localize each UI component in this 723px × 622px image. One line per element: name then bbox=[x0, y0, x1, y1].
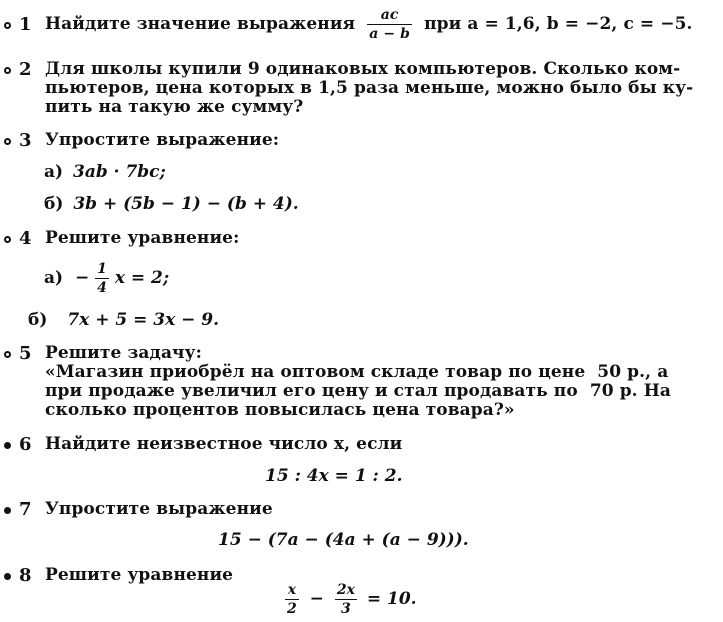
task-1-number: 1 bbox=[19, 14, 32, 35]
task-5-line-1: «Магазин приобрёл на оптовом складе товар по цене 50 р., а bbox=[45, 362, 669, 382]
task-2-line-3: пить на такую же сумму? bbox=[45, 97, 304, 117]
task-2-line-1: Для школы купили 9 одинаковых компьютеров. Сколько ком- bbox=[45, 59, 681, 79]
task-3-item-b-expression: 3b + (5b − 1) − (b + 4). bbox=[73, 194, 299, 214]
task-5-number: 5 bbox=[19, 343, 32, 364]
task-8-fraction-2-denominator: 3 bbox=[335, 599, 357, 616]
task-8-fraction-1-numerator: x bbox=[287, 582, 297, 598]
task-6-expression: 15 : 4x = 1 : 2. bbox=[265, 466, 403, 486]
task-8-number: 8 bbox=[19, 565, 32, 586]
task-1-circle-marker bbox=[4, 22, 11, 29]
task-1-text bbox=[45, 8, 693, 41]
task-4-item-a-label: а) bbox=[44, 268, 64, 288]
task-8-fraction-2-numerator: 2x bbox=[336, 582, 355, 598]
task-5-title: Решите задачу: bbox=[45, 343, 202, 363]
task-4-number: 4 bbox=[19, 228, 32, 249]
task-6-title: Найдите неизвестное число x, если bbox=[45, 434, 403, 454]
task-4-item-b bbox=[28, 310, 219, 330]
task-8-minus: − bbox=[309, 589, 324, 609]
task-7-expression: 15 − (7a − (4a + (a − 9))). bbox=[218, 530, 469, 550]
task-3-item-b-label: б) bbox=[44, 194, 64, 214]
task-8-rest: = 10. bbox=[366, 589, 417, 609]
task-1-prefix: Найдите значение выражения bbox=[45, 14, 356, 34]
task-3-item-b bbox=[44, 194, 299, 214]
task-5-line-2: при продаже увеличил его цену и стал продавать по 70 р. На bbox=[45, 381, 672, 401]
task-4-item-b-expression: 7x + 5 = 3x − 9. bbox=[67, 310, 220, 330]
task-1-suffix: при a = 1,6, b = −2, c = −5. bbox=[424, 14, 693, 34]
task-4-item-a-minus: − bbox=[74, 268, 90, 288]
task-1-fraction bbox=[367, 8, 412, 41]
task-7-number: 7 bbox=[19, 499, 32, 520]
task-3-title: Упростите выражение: bbox=[45, 130, 280, 150]
task-4-item-b-label: б) bbox=[28, 310, 48, 330]
task-4-item-a-rest: x = 2; bbox=[114, 268, 170, 288]
task-3-item-a-expression: 3ab · 7bc; bbox=[72, 162, 166, 182]
task-2-circle-marker bbox=[4, 67, 11, 74]
task-3-number: 3 bbox=[19, 130, 32, 151]
task-5-line-3: сколько процентов повысилась цена товара?» bbox=[45, 400, 515, 420]
task-1-fraction-numerator: ac bbox=[380, 7, 399, 23]
task-7-title: Упростите выражение bbox=[45, 499, 273, 519]
task-3-item-a bbox=[44, 162, 166, 182]
task-2-line-2: пьютеров, цена которых в 1,5 раза меньше, можно было бы ку- bbox=[45, 78, 694, 98]
task-3-item-a-label: а) bbox=[44, 162, 64, 182]
task-4-circle-marker bbox=[4, 236, 11, 243]
task-8-fraction-2 bbox=[335, 583, 357, 616]
task-4-item-a-fraction bbox=[95, 262, 109, 295]
task-8-title: Решите уравнение bbox=[45, 565, 234, 585]
task-8-fraction-1-denominator: 2 bbox=[287, 601, 297, 617]
task-1-fraction-denominator: a − b bbox=[369, 26, 411, 42]
task-6-dot-marker bbox=[4, 442, 11, 449]
task-6-number: 6 bbox=[19, 434, 32, 455]
task-5-circle-marker bbox=[4, 351, 11, 358]
task-4-title: Решите уравнение: bbox=[45, 228, 240, 248]
task-2-number: 2 bbox=[19, 59, 32, 80]
task-3-circle-marker bbox=[4, 138, 11, 145]
task-7-dot-marker bbox=[4, 507, 11, 514]
task-8-fraction-1 bbox=[285, 583, 299, 616]
task-8-dot-marker bbox=[4, 573, 11, 580]
task-8-equation bbox=[285, 578, 417, 620]
task-4-item-a bbox=[44, 256, 169, 300]
task-4-item-a-fraction-denominator: 4 bbox=[97, 280, 107, 296]
task-4-item-a-fraction-numerator: 1 bbox=[97, 261, 107, 277]
